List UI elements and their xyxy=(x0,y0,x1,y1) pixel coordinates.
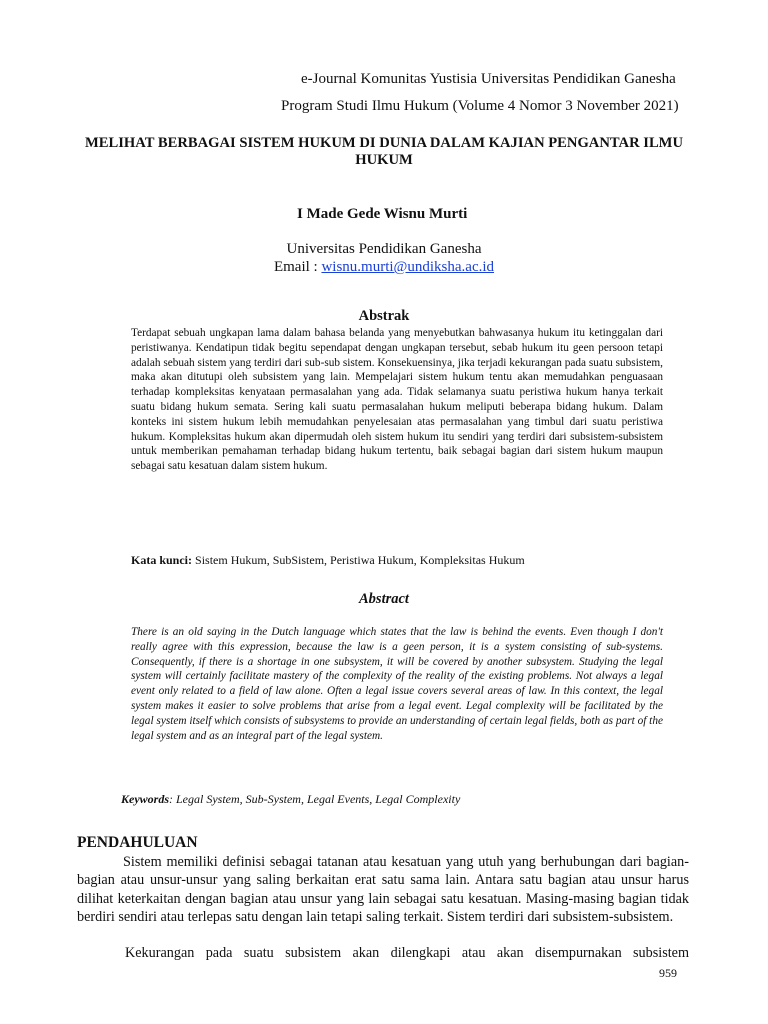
paper-title: MELIHAT BERBAGAI SISTEM HUKUM DI DUNIA DALAM KAJIAN PENGANTAR ILMU HUKUM xyxy=(85,135,683,168)
email-label: Email : xyxy=(273,259,322,275)
abstract-body: There is an old saying in the Dutch language which states that the law is behind the events. Even though I don't really agree with this expression, because the law is a geen person, it is a system consisting of sub-systems. Consequently, if there is a shortage in one subsystem, it will be covered by another subsystem. Studying the legal system will certainly facilitate mastery of the complexity of the reality of the existing problems. Not always a legal event only related to a field of law alone. Often a legal issue covers several areas of law. In this context, the legal system makes it easier to solve problems that arise from a legal event. Legal complexity will be facilitated by the legal system itself which consists of subsystems to provide an understanding of certain legal fields, both as part of the legal system and as an integral part of the legal system. xyxy=(131,626,663,742)
body-paragraph-1: Sistem memiliki definisi sebagai tatanan atau kesatuan yang utuh yang berhubungan dari bagian-bagian atau unsur-unsur yang saling berkaitan erat satu sama lain. Antara satu bagian atau unsur harus dilihat keterkaitan dengan bagian atau unsur yang lain sebagai satu kesatuan. Masing-masing bagian tidak berdiri sendiri atau terlepas satu dengan lain tetapi saling terkait. Sistem terdiri dari subsistem-subsistem. xyxy=(77,854,689,926)
journal-name: e-Journal Komunitas Yustisia Universitas Pendidikan Ganesha xyxy=(301,71,676,87)
author-name: I Made Gede Wisnu Murti xyxy=(297,206,468,222)
abstrak-heading: Abstrak xyxy=(358,308,410,324)
kata-kunci-values: Sistem Hukum, SubSistem, Peristiwa Hukum, Kompleksitas Hukum xyxy=(192,553,525,567)
keywords-label: Keywords xyxy=(121,792,169,806)
affiliation: Universitas Pendidikan Ganesha xyxy=(286,241,482,257)
abstract-heading: Abstract xyxy=(359,591,409,607)
kata-kunci-label: Kata kunci: xyxy=(131,553,193,567)
journal-volume: Program Studi Ilmu Hukum (Volume 4 Nomor 3 November 2021) xyxy=(281,98,679,114)
section-heading: PENDAHULUAN xyxy=(77,834,198,851)
abstrak-body: Terdapat sebuah ungkapan lama dalam bahasa belanda yang menyebutkan bahwasanya hukum itu ketinggalan dari peristiwanya. Kendatipun tidak begitu sependapat dengan ungkapan tersebut, sebab hukum itu geen persoon tetapi adalah sebuah sistem yang terdiri dari sub-sub sistem. Konsekuensinya, jika terjadi kekurangan pada suatu subsistem, maka akan ditutupi oleh subsistem yang lain. Mempelajari sistem hukum tentu akan memudahkan penguasaan terhadap kompleksitas kenyataan permasalahan yang ada. Tidak selamanya suatu peristiwa hukum hanya terkait suatu bidang hukum semata. Sering kali suatu permasalahan hukum meliputi beberapa bidang hukum. Dalam konteks ini sistem hukum lebih memudahkan penyelesaian atas permasalahan yang timbul dari suatu peristiwa hukum. Kompleksitas hukum akan dipermudah oleh sistem hukum itu sendiri yang terdiri dari subsistem-subsistem untuk memberikan pemahaman terhadap bidang hukum tertentu, baik sebagai bagian dari sistem hukum maupun sebagai satu kesatuan dalam sistem hukum. xyxy=(131,327,663,473)
email-link[interactable]: wisnu.murti@undiksha.ac.id xyxy=(321,259,495,275)
keywords-values: : Legal System, Sub-System, Legal Events, Legal Complexity xyxy=(169,792,461,806)
keywords xyxy=(121,792,460,807)
body-paragraph-2: Kekurangan pada suatu subsistem akan dilengkapi atau akan disempurnakan subsistem xyxy=(125,945,689,961)
page-number: 959 xyxy=(659,966,677,980)
kata-kunci xyxy=(131,553,525,568)
email-line xyxy=(180,259,588,276)
